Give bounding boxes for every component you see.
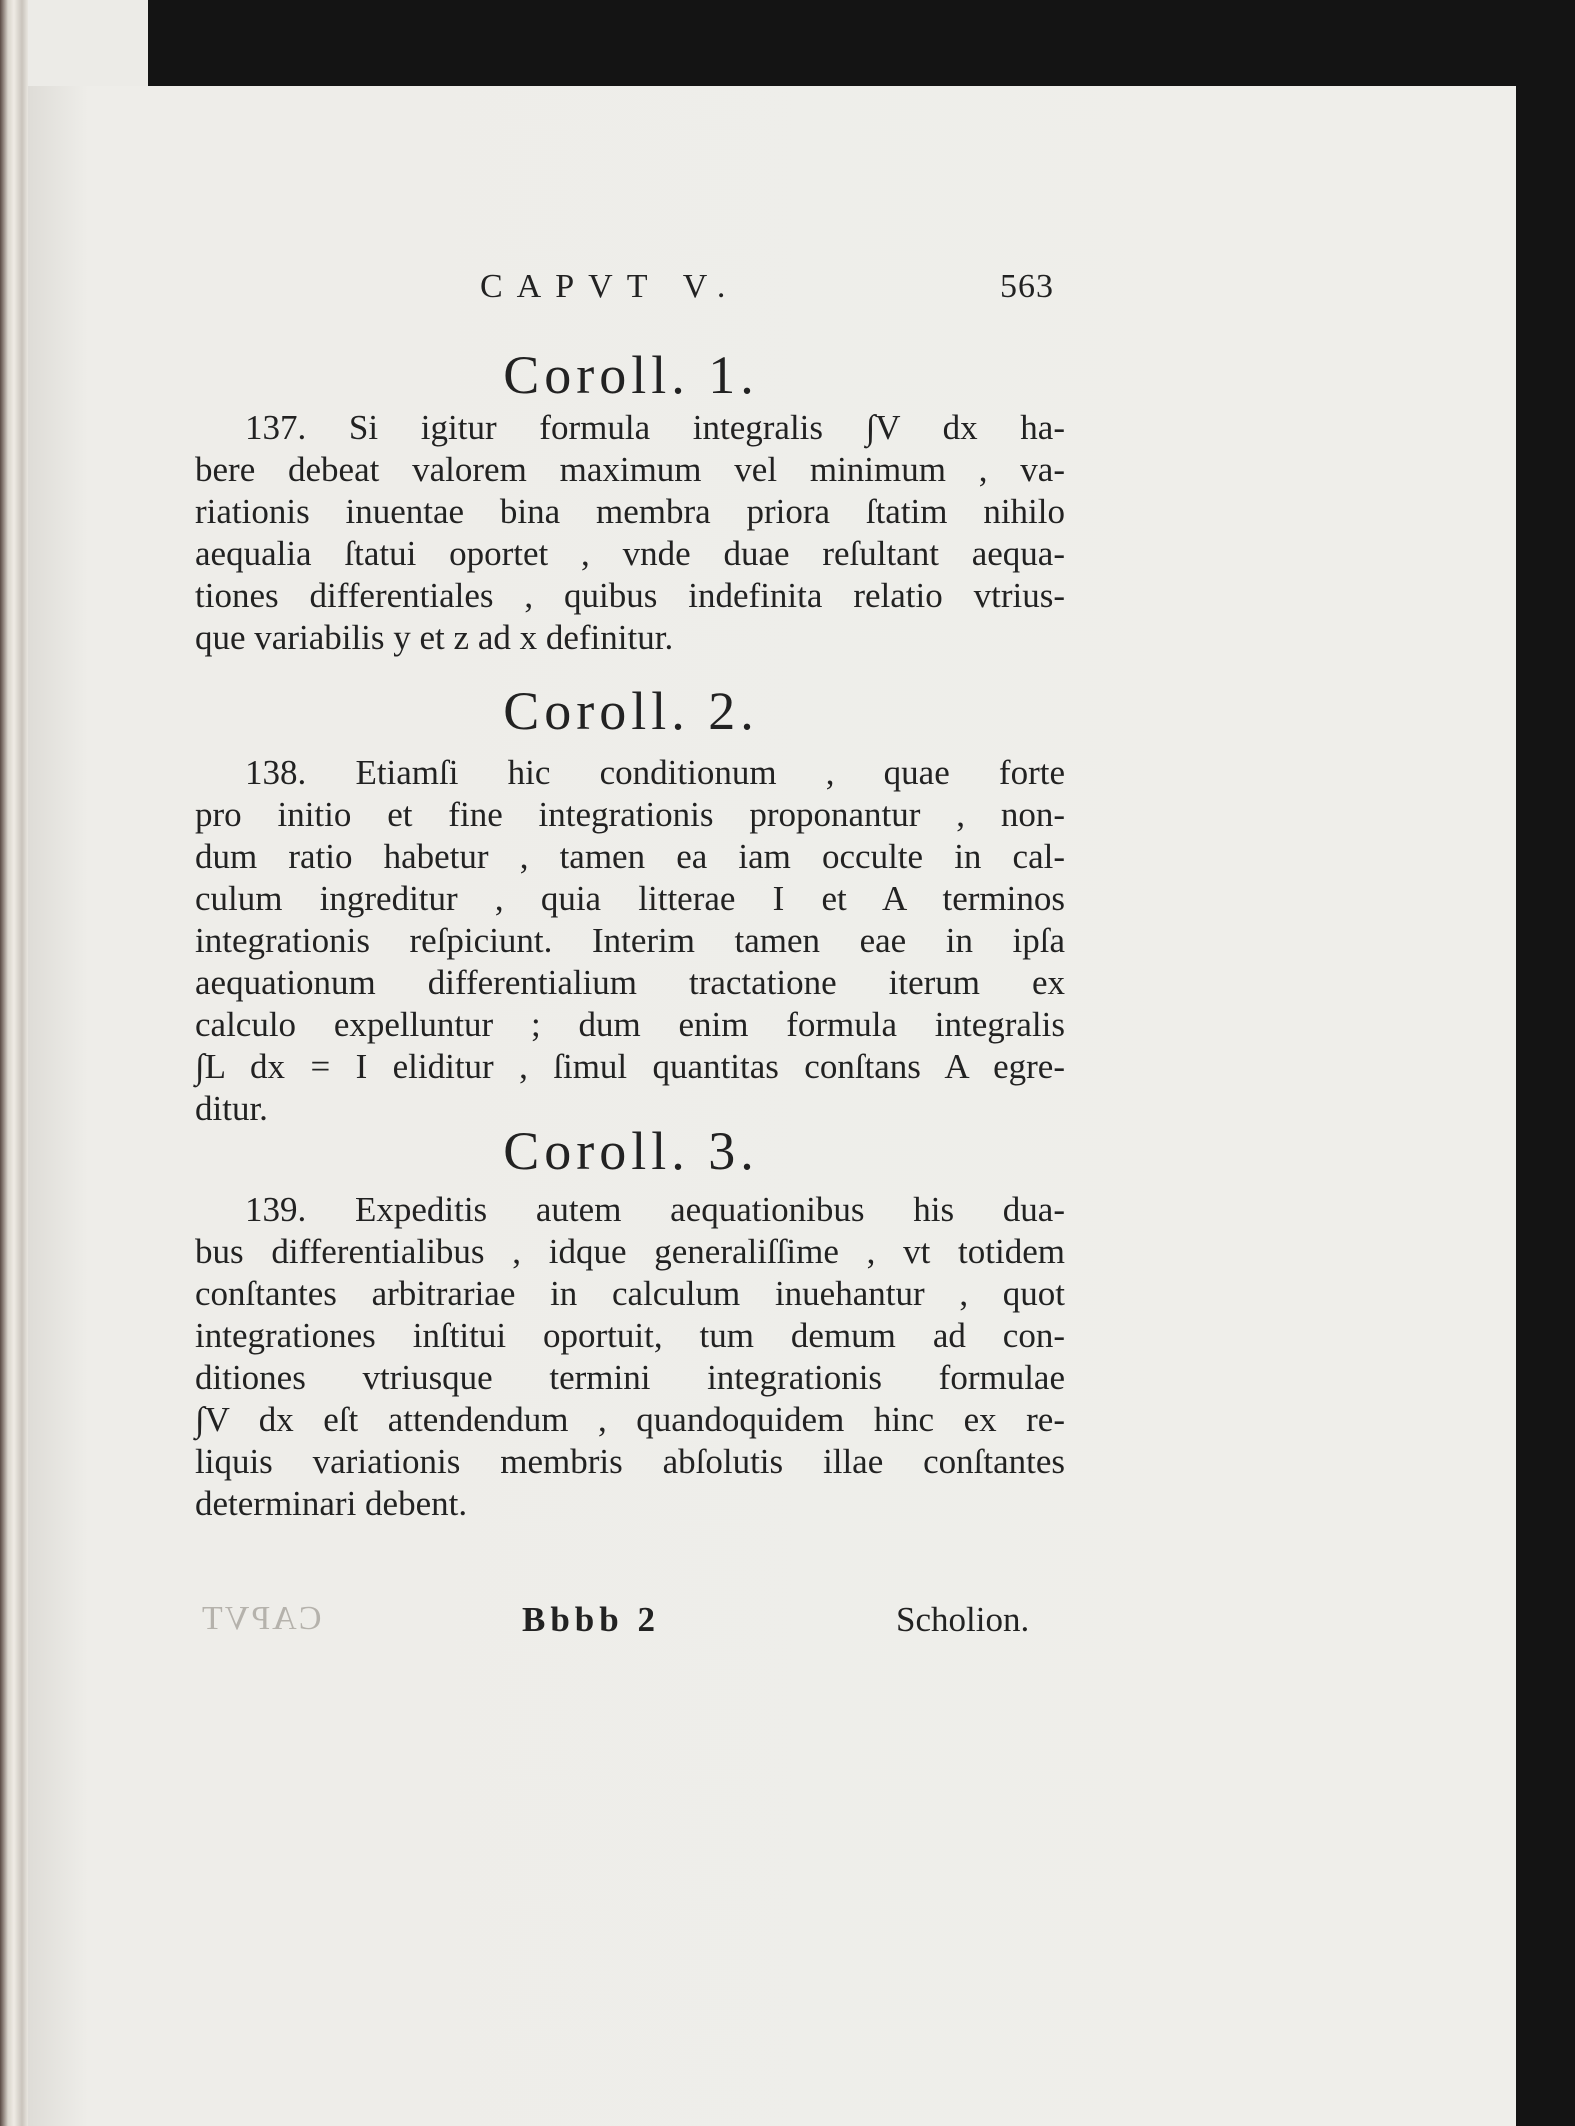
text-line: 139. Expeditis autem aequationibus his dua- [245,1190,1065,1229]
text-line: ditiones vtriusque termini integrationis formulae [195,1358,1065,1397]
signature-mark: Bbbb 2 [522,1600,660,1639]
text-line: tiones differentiales , quibus indefinita relatio vtrius- [195,576,1065,615]
text-line: pro initio et fine integrationis proponantur , non- [195,795,1065,834]
text-line: liquis variationis membris abſolutis illae conſtantes [195,1442,1065,1481]
text-line: integrationis reſpiciunt. Interim tamen eae in ipſa [195,921,1065,960]
page-corner [28,0,148,90]
text-line: integrationes inſtitui oportuit, tum demum ad con- [195,1316,1065,1355]
text-line: determinari debent. [195,1484,468,1523]
text-line: culum ingreditur , quia litterae I et A terminos [195,879,1065,918]
corollary-heading-2: Coroll. 2. [503,681,759,741]
text-line: 138. Etiamſi hic conditionum , quae forte [245,753,1065,792]
text-line: ditur. [195,1089,268,1128]
text-line: calculo expelluntur ; dum enim formula integralis [195,1005,1065,1044]
text-line: que variabilis y et z ad x definitur. [195,618,674,657]
running-header-title: CAPVT V. [480,268,740,305]
page-number: 563 [1000,268,1054,305]
text-line: ∫V dx eſt attendendum , quandoquidem hinc ex re- [195,1400,1065,1439]
text-line: aequationum differentialium tractatione iterum ex [195,963,1065,1002]
catchword: Scholion. [896,1600,1030,1639]
text-line: bus differentialibus , idque generaliſſime , vt totidem [195,1232,1065,1271]
text-line: ∫L dx = I eliditur , ſimul quantitas conſtans A egre- [195,1047,1065,1086]
text-line: bere debeat valorem maximum vel minimum , va- [195,450,1065,489]
text-line: conſtantes arbitrariae in calculum inuehantur , quot [195,1274,1065,1313]
text-line: aequalia ſtatui oportet , vnde duae reſultant aequa- [195,534,1065,573]
text-line: 137. Si igitur formula integralis ∫V dx ha- [245,408,1065,447]
corollary-heading-3: Coroll. 3. [503,1121,759,1181]
bleed-through-text: CAPVT [200,1600,322,1637]
text-line: riationis inuentae bina membra priora ſtatim nihilo [195,492,1065,531]
text-line: dum ratio habetur , tamen ea iam occulte in cal- [195,837,1065,876]
book-spine-edge [0,0,30,2126]
corollary-heading-1: Coroll. 1. [503,345,759,405]
